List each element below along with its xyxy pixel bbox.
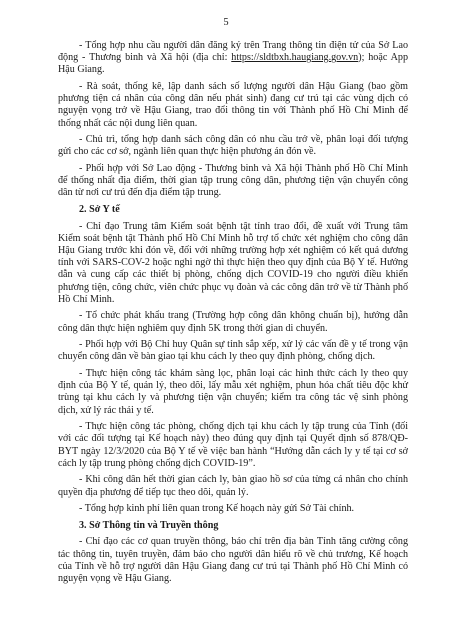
- paragraph-masks: - Tổ chức phát khẩu trang (Trường hợp công dân không chuẩn bị), hướng dẫn công dân thực hiện nghiêm quy định 5K trong thời gian di chuyển.: [58, 310, 408, 334]
- paragraph-military: - Phối hợp với Bộ Chỉ huy Quân sự tỉnh sắp xếp, xử lý các vấn đề y tế trong vận chuyển công dân về bàn giao tại khu cách ly theo quy định phòng, chống dịch.: [58, 339, 408, 363]
- paragraph-screening: - Thực hiện công tác khám sàng lọc, phân loại các hình thức cách ly theo quy định của Bộ Y tế, quản lý, theo dõi, lấy mẫu xét nghiệm, phun hóa chất tiêu độc khử trùng tại khu cách ly và phương tiện vận chuyển; kiểm tra công tác vệ sinh phòng dịch, xử lý rác thải y tế.: [58, 368, 408, 416]
- website-link[interactable]: https://sldtbxh.haugiang.gov.vn: [231, 52, 359, 64]
- section-heading-health: 2. Sở Y tế: [79, 204, 120, 215]
- paragraph-testing: - Chỉ đạo Trung tâm Kiểm soát bệnh tật tỉnh trao đổi, đề xuất với Trung tâm Kiểm soát bệnh tật Thành phố Hồ Chí Minh hỗ trợ tổ chức xét nghiệm cho công dân Hậu Giang trước khi đón về, đối với những trường hợp xét nghiệm có kết quả dương tính với SARS-COV-2 hoặc nghi ngờ thì thực hiện theo quy định của Bộ Y tế. Hướng dẫn và cung cấp các thiết bị phòng, chống dịch COVID-19 cho người điều khiển phương tiện, công chức, viên chức phục vụ đoàn và các công dân trở về từ Thành phố Hồ Chí Minh.: [58, 220, 408, 305]
- paragraph-review-list: - Rà soát, thống kê, lập danh sách số lượng người dân Hậu Giang (bao gồm phương tiện cá nhân của công dân nếu phát sinh) đang cư trú tại các vùng dịch có nguyện vọng trở về Hậu Giang, trao đổi thông tin với Thành phố Hồ Chí Minh để thống nhất các nội dung liên quan.: [58, 81, 408, 129]
- paragraph-coordinate-hcmc: - Phối hợp với Sở Lao động - Thương binh và Xã hội Thành phố Hồ Chí Minh để thống nhất địa điểm, thời gian tập trung công dân, phương tiện vận chuyển công dân từ nơi cư trú đến địa điểm tập trung.: [58, 163, 408, 199]
- paragraph-handover: - Khi công dân hết thời gian cách ly, bàn giao hồ sơ của từng cá nhân cho chính quyền địa phương để tiếp tục theo dõi, quản lý.: [58, 474, 408, 498]
- page-number: 5: [223, 17, 229, 28]
- document-body: [58, 40, 408, 590]
- paragraph-labor-registration: [58, 40, 408, 77]
- paragraph-media: - Chỉ đạo các cơ quan truyền thông, báo chí trên địa bàn Tỉnh tăng cường công tác thông tin, tuyên truyền, đảm bảo cho người dân hiểu rõ về chủ trương, Kế hoạch của Tỉnh về hỗ trợ người dân Hậu Giang đang cư trú tại Thành phố Hồ Chí Minh có nguyện vọng về Hậu Giang.: [58, 536, 408, 584]
- section-heading-information: 3. Sở Thông tin và Truyền thông: [79, 519, 219, 531]
- paragraph-quarantine: - Thực hiện công tác phòng, chống dịch tại khu cách ly tập trung của Tỉnh (đối với các đối tượng tại Kế hoạch này) theo đúng quy định tại Quyết định số 878/QĐ-BYT ngày 12/3/2020 của Bộ Y tế về việc ban hành “Hướng dẫn cách ly y tế tại cơ sở cách ly tập trung phòng chống dịch COVID-19”.: [58, 421, 408, 469]
- paragraph-classify: - Chủ trì, tổng hợp danh sách công dân có nhu cầu trở về, phân loại đối tượng gửi cho các cơ sở, ngành liên quan thực hiện phương án đón về.: [58, 134, 408, 158]
- paragraph-text: ); hoặc App Hậu Giang.: [58, 52, 408, 76]
- paragraph-text: - Tổng hợp nhu cầu người dân đăng ký trên Trang thông tin điện tử của Sở Lao động - Thương binh và Xã hội (địa chỉ:: [58, 40, 408, 64]
- paragraph-budget: - Tổng hợp kinh phí liên quan trong Kế hoạch này gửi Sở Tài chính.: [79, 503, 355, 515]
